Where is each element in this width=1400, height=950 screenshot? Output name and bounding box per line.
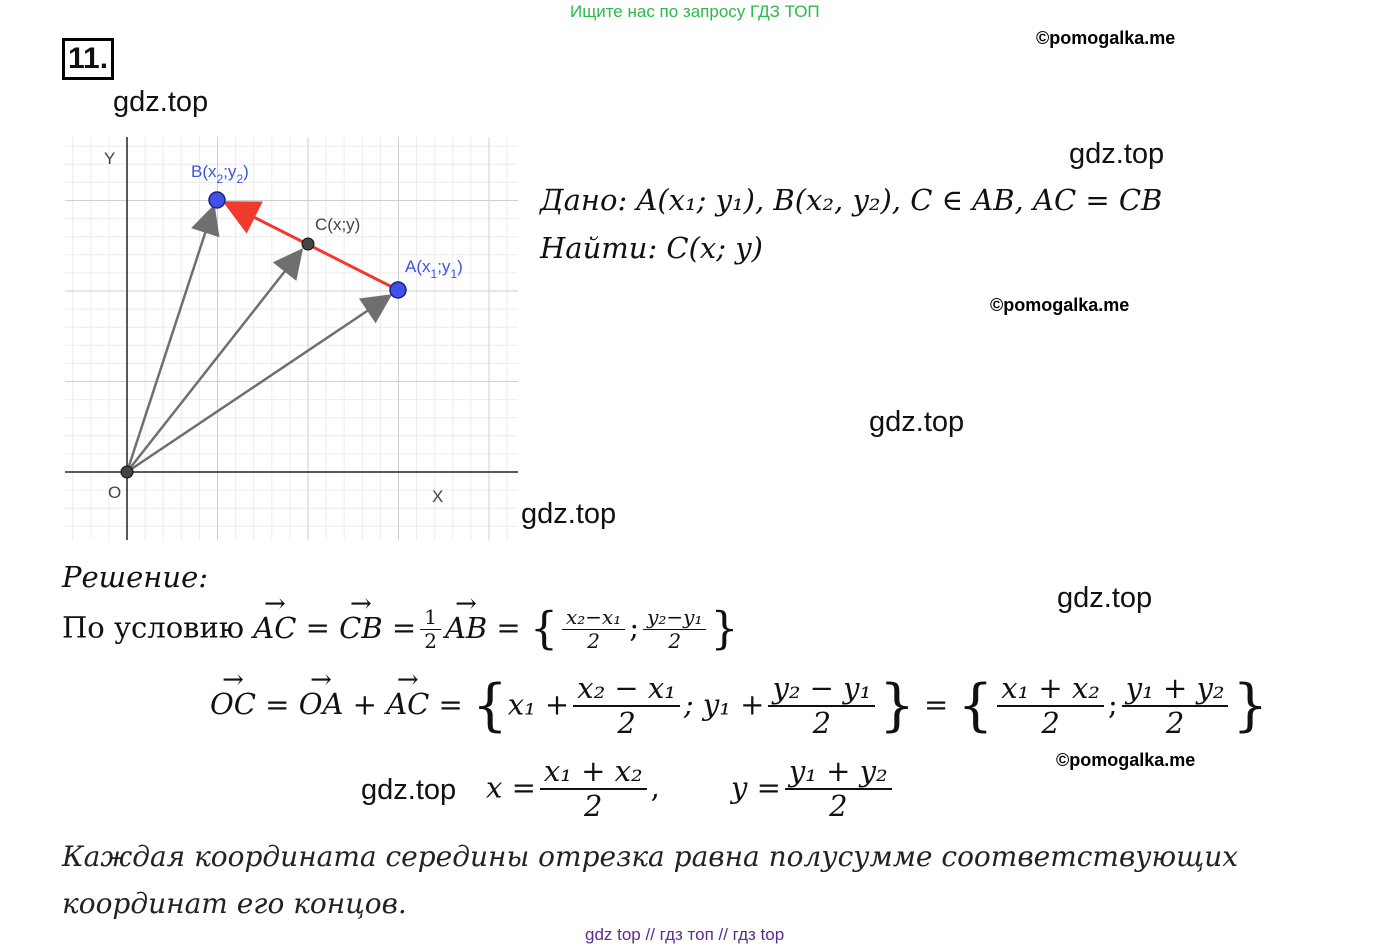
gdz-watermark: gdz.top — [521, 498, 617, 530]
solution-line-3 — [486, 755, 896, 824]
given-label: Дано — [540, 183, 618, 217]
vector-ac: → AC — [386, 687, 429, 721]
point-b — [209, 192, 225, 208]
comma: , — [650, 770, 660, 805]
origin-label: O — [108, 483, 122, 502]
fx-fraction: $\frac{\text{x₂−x₁}}{2}$ — [562, 606, 625, 653]
y-lhs: y = — [731, 770, 781, 805]
find-line — [540, 231, 763, 265]
search-banner: Ищите нас по запросу ГДЗ ТОП — [570, 2, 820, 21]
gdz-watermark: gdz.top — [869, 406, 965, 438]
vector-ac: → AC — [253, 611, 296, 645]
solution-line-2: → OC = → OA + → AC = {x₁ + $\frac{\text{x₂ − x₁}}{2}$ ; y₁ + $\frac{\text{y₂ − y₁}}{2}$ } = { $\frac{\text{x₁ + x₂}}{2}$ ; $\frac{\text{y₁ + y₂}}{2}$ } — [210, 672, 1268, 741]
half-fraction: $\frac{1}{2}$ — [420, 606, 441, 653]
solution-line-1: По условию → AC = → CB = $\frac{1}{2}$ → AB = { $\frac{\text{x₂−x₁}}{2}$ ; $\frac{\text{y₂−y₁}}{2}$ } — [62, 606, 738, 653]
y-fraction: $\frac{\text{y₁ + y₂}}{2}$ — [785, 755, 892, 824]
pomogalka-watermark: ©pomogalka.me — [1036, 28, 1176, 48]
coordinate-graph — [60, 132, 522, 542]
x1-term: x₁ + — [507, 687, 570, 722]
x-axis-label: X — [432, 487, 444, 506]
vector-oa — [127, 297, 388, 472]
vector-ab: → AB — [445, 611, 487, 645]
vector-oc: → OC — [210, 687, 256, 721]
gdz-watermark: gdz.top — [1057, 582, 1153, 614]
solution-heading: Решение: — [62, 560, 209, 594]
fy-fraction: $\frac{\text{y₂−y₁}}{2}$ — [643, 606, 706, 653]
grid-minor — [65, 137, 518, 540]
point-o — [121, 466, 133, 478]
fy-fraction: $\frac{\text{y₂ − y₁}}{2}$ — [768, 672, 875, 741]
rx-fraction: $\frac{\text{x₁ + x₂}}{2}$ — [997, 672, 1104, 741]
point-b-label: $B(x_2;y_2)$ — [191, 162, 249, 186]
x-lhs: x = — [486, 770, 536, 805]
problem-number: 11. — [62, 38, 114, 80]
point-c-label: C(x;y) — [315, 215, 361, 234]
pomogalka-watermark: ©pomogalka.me — [1056, 750, 1196, 770]
point-c — [302, 238, 314, 250]
line1-prefix: По условию — [62, 610, 245, 645]
find-label: Найти — [540, 231, 648, 265]
x-fraction: $\frac{\text{x₁ + x₂}}{2}$ — [540, 755, 647, 824]
gdz-watermark: gdz.top — [361, 774, 457, 806]
given-text: : A(x₁; y₁), B(x₂, y₂), C ∈ AB, AC = CB — [617, 183, 1163, 217]
point-a-label: $A(x_1;y_1)$ — [405, 257, 463, 281]
vector-oa: → OA — [299, 687, 344, 721]
given-line — [540, 183, 1162, 217]
find-text: : C(x; y) — [647, 231, 763, 265]
vector-oc — [127, 252, 300, 472]
conclusion-line-1: Каждая координата середины отрезка равна полусумме соответствующих — [62, 840, 1239, 873]
pomogalka-watermark: ©pomogalka.me — [990, 295, 1130, 315]
y-axis-label: Y — [104, 149, 116, 168]
conclusion-line-2: координат его концов. — [62, 887, 407, 920]
gdz-watermark: gdz.top — [113, 86, 209, 118]
footer-links[interactable]: gdz top // гдз топ // гдз top — [585, 925, 785, 944]
gdz-watermark: gdz.top — [1069, 138, 1165, 170]
point-a — [390, 282, 406, 298]
y1-term: ; y₁ + — [683, 687, 765, 722]
ry-fraction: $\frac{\text{y₁ + y₂}}{2}$ — [1122, 672, 1229, 741]
fx-fraction: $\frac{\text{x₂ − x₁}}{2}$ — [573, 672, 680, 741]
grid-major — [65, 137, 518, 540]
vector-ob — [127, 209, 213, 472]
vector-cb: → CB — [339, 611, 383, 645]
